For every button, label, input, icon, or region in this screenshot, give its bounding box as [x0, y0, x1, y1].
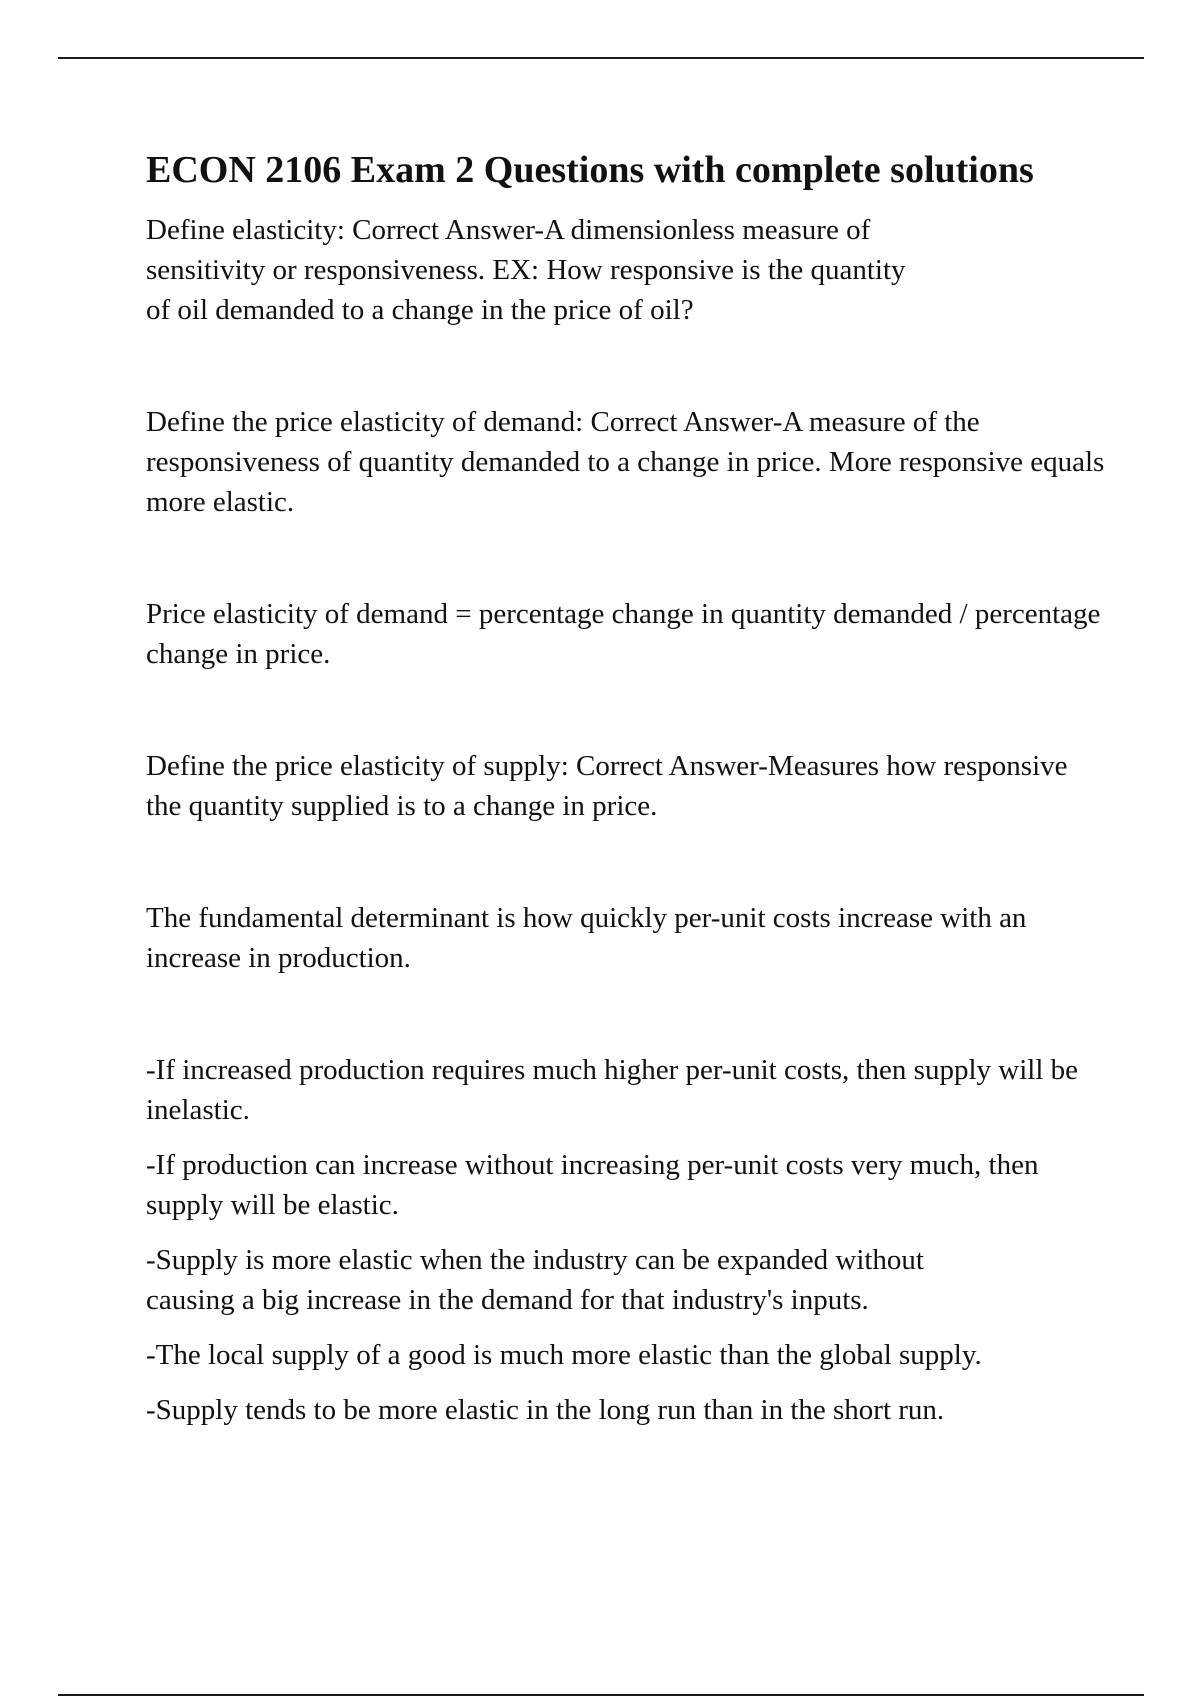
bottom-divider	[58, 1694, 1144, 1696]
paragraph-define-elasticity: Define elasticity: Correct Answer-A dimensionless measure of sensitivity or responsiveness. EX: How responsive is the quantity of oil demanded to a change in the price of oil?	[146, 214, 906, 326]
paragraph-price-elasticity-demand: Define the price elasticity of demand: Correct Answer-A measure of the responsiveness of quantity demanded to a change in price. More responsive equals more elastic.	[146, 406, 1105, 518]
paragraph-bullet-inelastic: -If increased production requires much higher per-unit costs, then supply will be inelastic.	[146, 1054, 1078, 1126]
paragraph-elasticity-formula: Price elasticity of demand = percentage change in quantity demanded / percentage change in price.	[146, 598, 1101, 670]
paragraph-price-elasticity-supply: Define the price elasticity of supply: Correct Answer-Measures how responsive the quantity supplied is to a change in price.	[146, 750, 1068, 822]
paragraph-bullet-industry-inputs: -Supply is more elastic when the industry can be expanded without causing a big increase in the demand for that industry's inputs.	[146, 1244, 924, 1316]
document-body	[146, 142, 1106, 1430]
paragraph-bullet-elastic: -If production can increase without increasing per-unit costs very much, then supply will be elastic.	[146, 1149, 1039, 1221]
paragraph-bullet-local-supply: -The local supply of a good is much more elastic than the global supply.	[146, 1339, 982, 1371]
paragraph-fundamental-determinant: The fundamental determinant is how quickly per-unit costs increase with an increase in production.	[146, 902, 1027, 974]
paragraph-bullet-long-run: -Supply tends to be more elastic in the long run than in the short run.	[146, 1394, 945, 1426]
document-title: ECON 2106 Exam 2 Questions with complete solutions	[146, 149, 1034, 191]
top-divider	[58, 57, 1144, 59]
